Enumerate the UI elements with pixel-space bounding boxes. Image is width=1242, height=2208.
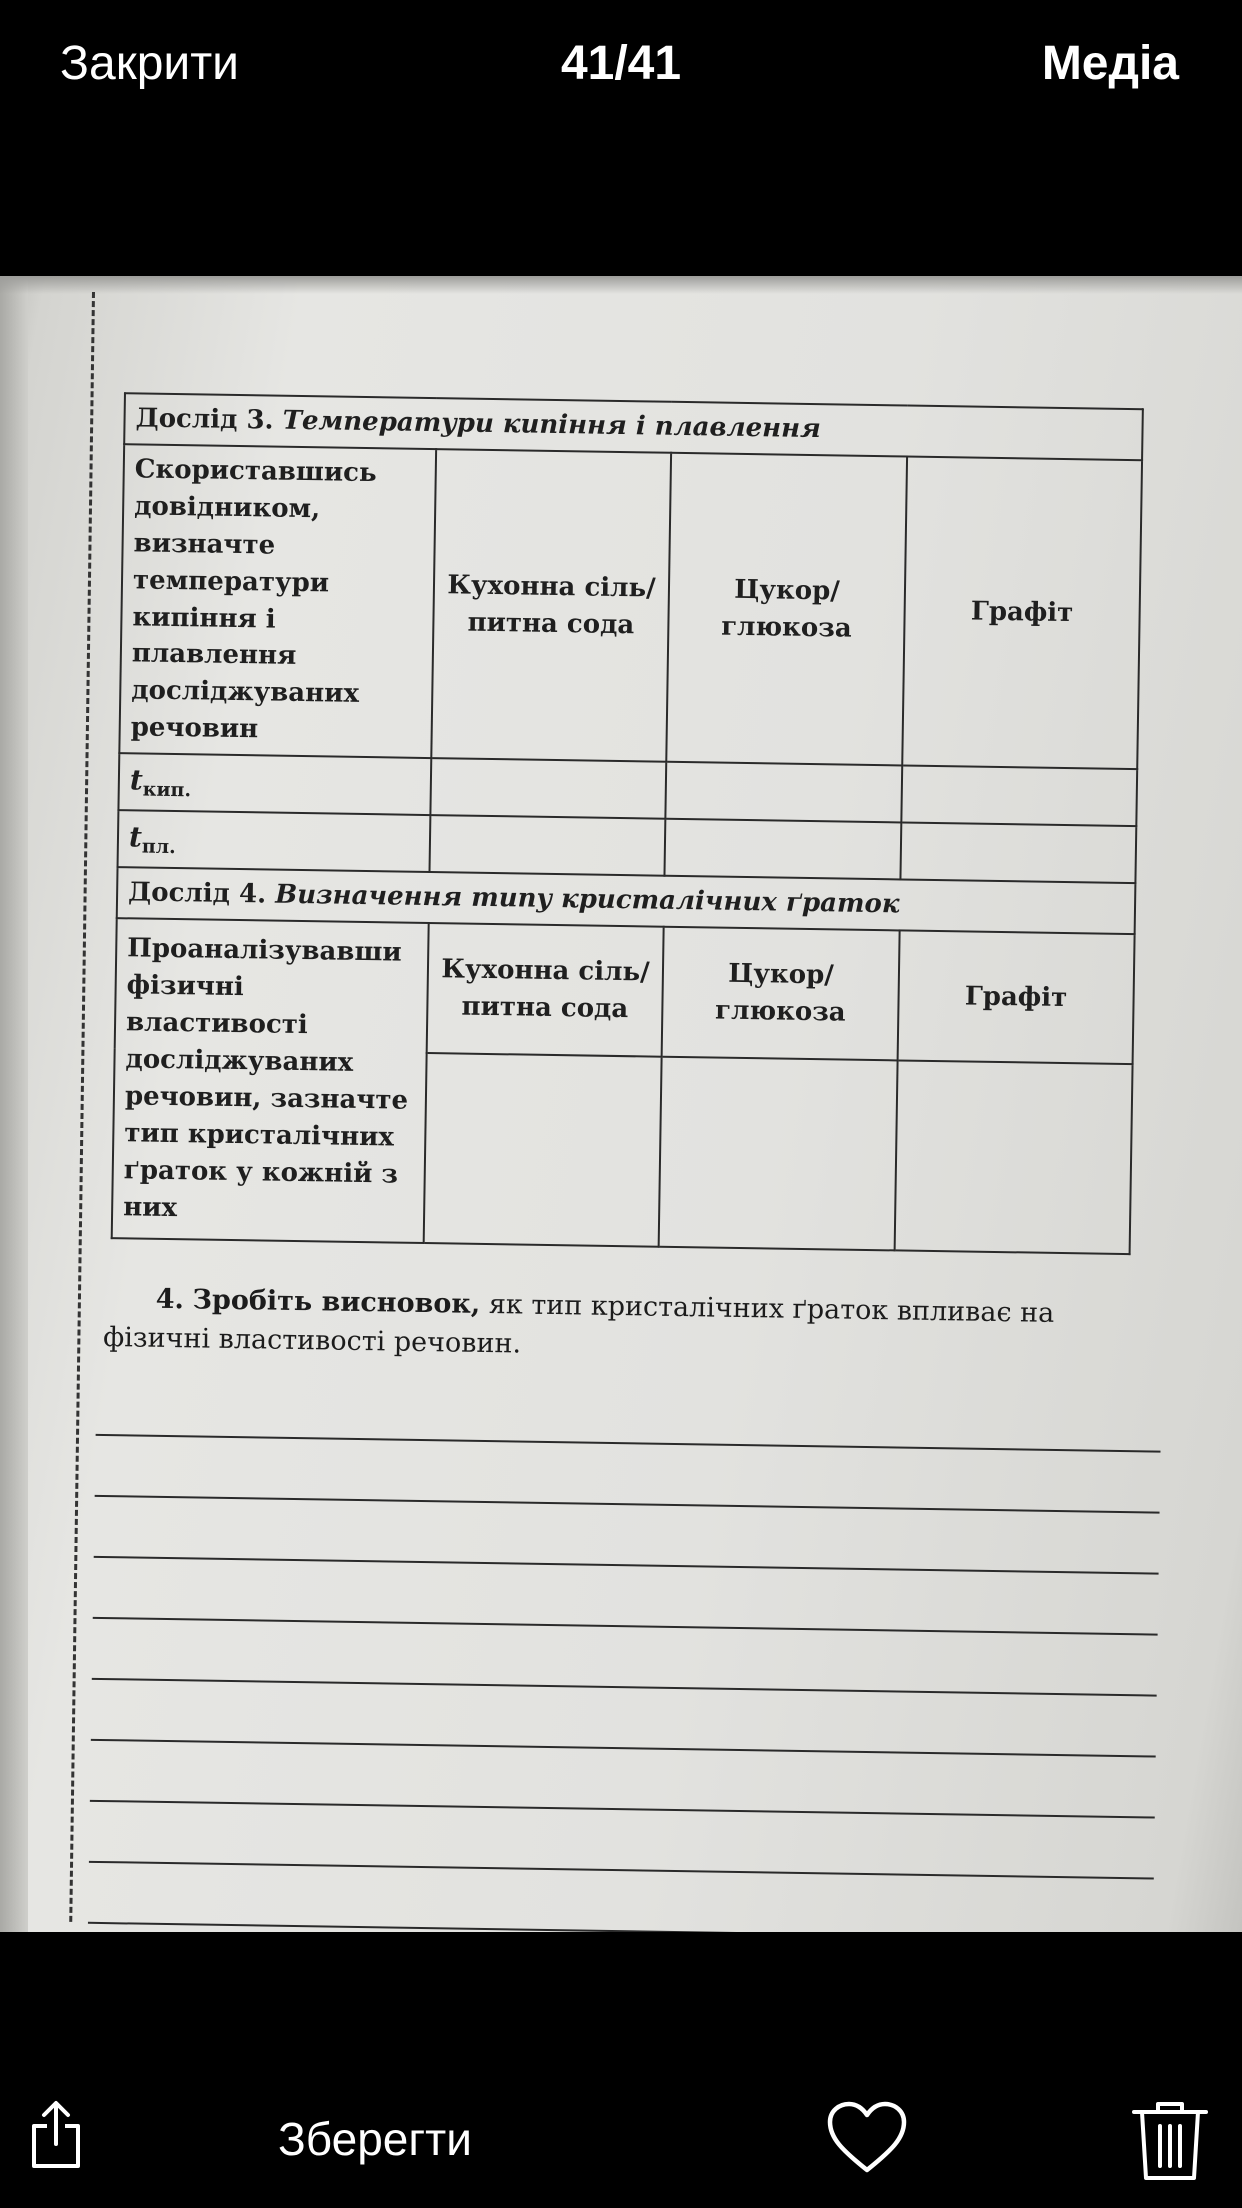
- table-cell: [430, 758, 666, 819]
- exp3-title-prefix: Дослід 3.: [135, 403, 274, 436]
- table-cell: [894, 1060, 1132, 1254]
- close-button[interactable]: Закрити: [60, 37, 239, 90]
- exp3-col-graphite: Графіт: [902, 456, 1142, 769]
- save-button[interactable]: Зберегти: [278, 2113, 472, 2165]
- table-cell: [423, 1053, 662, 1247]
- left-page-edge: [0, 276, 28, 1932]
- table-cell: [659, 1057, 898, 1251]
- table-cell: [900, 823, 1136, 884]
- exp4-title-italic: Визначення типу кристалічних ґраток: [274, 879, 900, 920]
- exp3-melting-label: [118, 810, 431, 872]
- exp4-col-sugar: Цукор/ глюкоза: [662, 927, 900, 1061]
- table-cell: [665, 819, 901, 880]
- answer-lines: [87, 1375, 1148, 1932]
- experiments-table: [111, 392, 1144, 1255]
- photo-counter: 41/41: [560, 37, 682, 90]
- exp4-description: Проаналізувавши фізичні властивості досліджуваних речовин, зазначте тип кристалічних ґраток у кожній з них: [112, 918, 429, 1243]
- top-bar: [0, 0, 1242, 276]
- task4-text: [103, 1279, 1144, 1374]
- melting-symbol: t: [128, 820, 143, 854]
- trash-icon[interactable]: [1130, 2098, 1210, 2182]
- heart-icon[interactable]: [826, 2100, 908, 2176]
- melting-subscript: пл.: [141, 835, 176, 859]
- photo-viewer[interactable]: [0, 276, 1242, 1932]
- share-icon[interactable]: [28, 2100, 84, 2170]
- boiling-symbol: t: [129, 763, 144, 797]
- table-cell: [666, 762, 902, 823]
- exp3-col-salt: Кухонна сіль/питна сода: [431, 449, 671, 762]
- bottom-toolbar: [0, 1932, 1242, 2208]
- worksheet: [87, 392, 1164, 1932]
- table-cell: [901, 766, 1137, 827]
- task4-rest: як тип кристалічних ґраток впливає на фізичні властивості речовин.: [102, 1289, 1055, 1360]
- exp3-boiling-label: [118, 753, 431, 815]
- media-button[interactable]: Медіа: [1041, 37, 1179, 90]
- task4-number: 4.: [155, 1283, 185, 1316]
- page-top-shadow: [0, 276, 1242, 294]
- table-cell: [429, 815, 665, 876]
- exp4-col-salt: Кухонна сіль/питна сода: [426, 923, 664, 1057]
- boiling-subscript: кип.: [142, 778, 192, 802]
- task4-bold: Зробіть висновок,: [192, 1284, 481, 1320]
- exp3-description: Скориставшись довідником, визначте температури кипіння і плавлення досліджуваних речовин: [119, 444, 436, 758]
- exp4-title-prefix: Дослід 4.: [127, 877, 267, 910]
- exp4-col-graphite: Графіт: [897, 930, 1134, 1064]
- exp3-col-sugar: Цукор/ глюкоза: [667, 453, 907, 766]
- exp3-title-italic: Температури кипіння і плавлення: [282, 405, 822, 445]
